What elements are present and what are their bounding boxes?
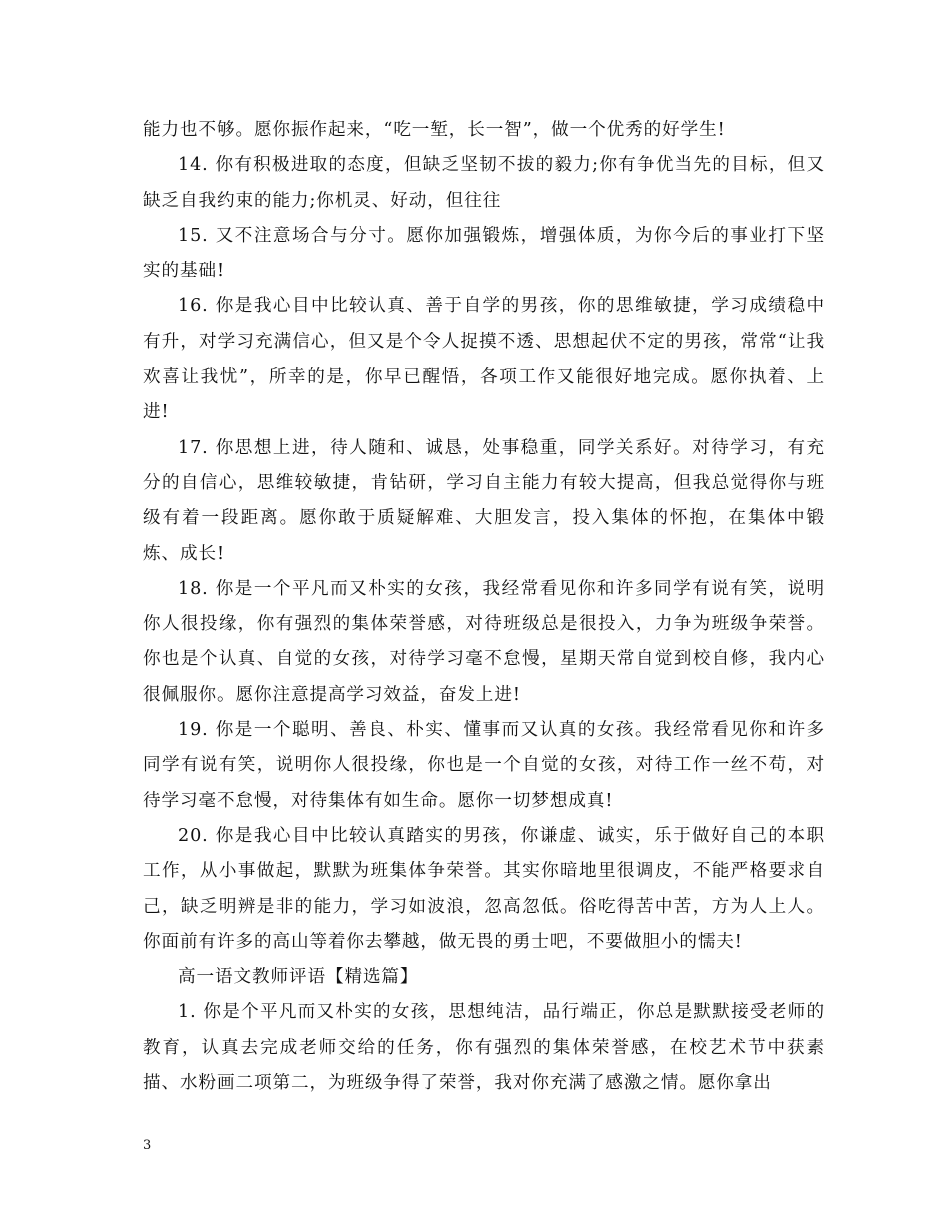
paragraph: 能力也不够。愿你振作起来，“吃一堑，长一智”，做一个优秀的好学生! (143, 120, 726, 140)
paragraph: 19. 你是一个聪明、善良、朴实、懂事而又认真的女孩。我经常看见你和许多同学有说有笑，说明你人很投缘，你也是一个自觉的女孩，对待工作一丝不苟，对待学习毫不怠慢，对待集体有如生命。愿你一切梦想成真! (143, 720, 825, 811)
paragraph: 15. 又不注意场合与分寸。愿你加强锻炼，增强体质，为你今后的事业打下坚实的基础! (143, 225, 825, 282)
paragraph: 16. 你是我心目中比较认真、善于自学的男孩，你的思维敏捷，学习成绩稳中有升，对学习充满信心，但又是个令人捉摸不透、思想起伏不定的男孩，常常“让我欢喜让我忧”，所幸的是，你早已醒悟，各项工作又能很好地完成。愿你执着、上进! (143, 296, 825, 423)
paragraph: 14. 你有积极进取的态度，但缺乏坚韧不拔的毅力;你有争优当先的目标，但又缺乏自我约束的能力;你机灵、好动，但往往 (143, 155, 825, 211)
section-heading: 高一语文教师评语【精选篇】 (178, 967, 419, 988)
page-number: 3 (143, 1138, 152, 1153)
paragraph: 1. 你是个平凡而又朴实的女孩，思想纯洁，品行端正，你总是默默接受老师的教育，认真去完成老师交给的任务，你有强烈的集体荣誉感，在校艺术节中获素描、水粉画二项第二，为班级争得了荣誉，我对你充满了感激之情。愿你拿出 (143, 1002, 825, 1094)
paragraph: 17. 你思想上进，待人随和、诚恳，处事稳重，同学关系好。对待学习，有充分的自信心，思维较敏捷，肯钻研，学习自主能力有较大提高，但我总觉得你与班级有着一段距离。愿你敢于质疑解难、大胆发言，投入集体的怀抱，在集体中锻炼、成长! (143, 437, 825, 564)
paragraph: 20. 你是我心目中比较认真踏实的男孩，你谦虚、诚实，乐于做好自己的本职工作，从小事做起，默默为班集体争荣誉。其实你暗地里很调皮，不能严格要求自己，缺乏明辨是非的能力，学习如波浪，忽高忽低。俗吃得苦中苦，方为人上人。你面前有许多的高山等着你去攀越，做无畏的勇士吧，不要做胆小的懦夫! (143, 825, 825, 952)
document-body (143, 113, 825, 1101)
paragraph: 18. 你是一个平凡而又朴实的女孩，我经常看见你和许多同学有说有笑，说明你人很投缘，你有强烈的集体荣誉感，对待班级总是很投入，力争为班级争荣誉。你也是个认真、自觉的女孩，对待学习毫不怠慢，星期天常自觉到校自修，我内心很佩服你。愿你注意提高学习效益，奋发上进! (143, 578, 825, 705)
